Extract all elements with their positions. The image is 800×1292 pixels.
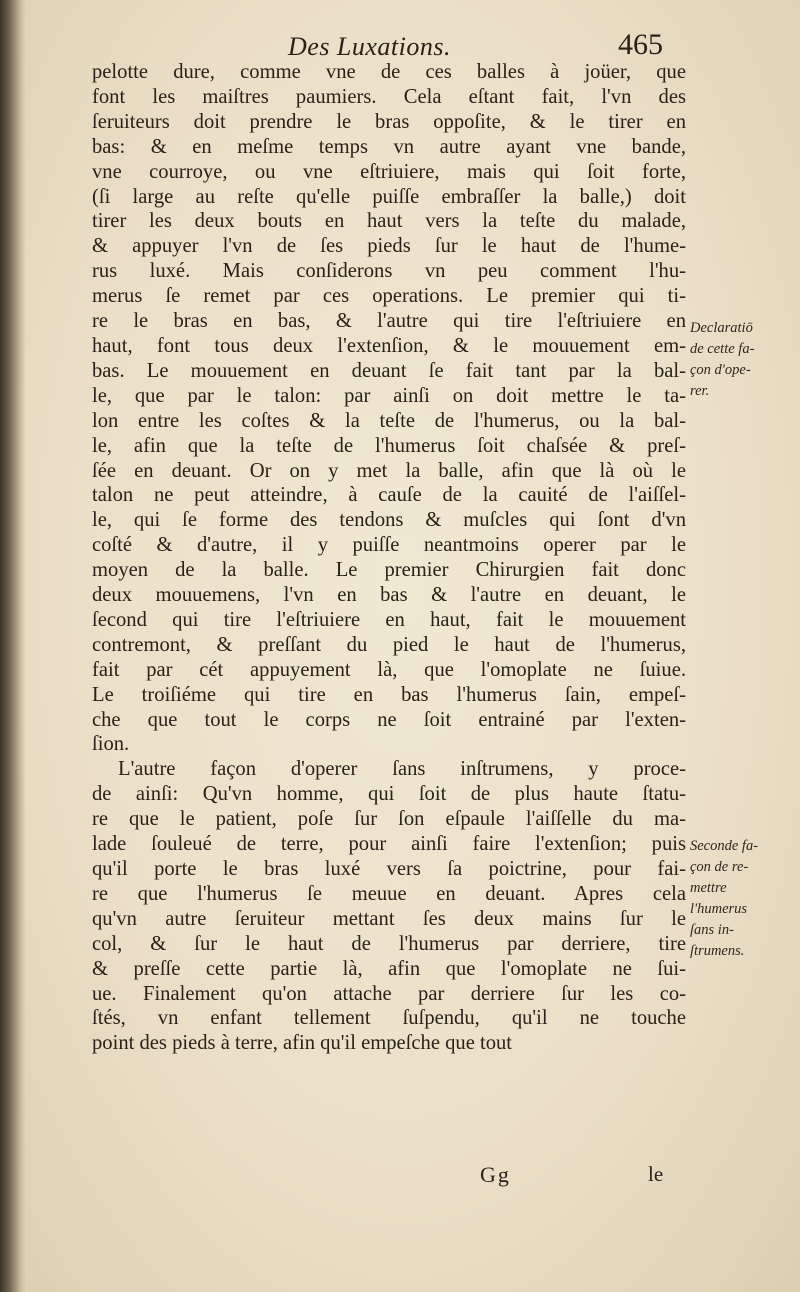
text-line: qu'vn autre ſeruiteur mettant ſes deux mains ſur le [92,907,686,930]
text-line: talon ne peut atteindre, à cauſe de la cauité de l'aiſſel- [92,484,686,507]
page-binding-shadow [0,0,26,1292]
text-line: tirer les deux bouts en haut vers la teſte du malade, [92,210,686,233]
paragraph [92,60,686,757]
text-line: de ainſi: Qu'vn homme, qui ſoit de plus haute ſtatu- [92,783,686,806]
margin-note-line: Seconde fa- [690,838,759,854]
text-line: fait par cét appuyement là, que l'omoplate ne ſuiue. [92,658,686,681]
text-line: font les maiſtres paumiers. Cela eſtant fait, l'vn des [92,85,686,108]
text-line: ſion. [92,733,130,756]
text-line: ſée en deuant. Or on y met la balle, afin que là où le [92,459,686,482]
text-line: bas. Le mouuement en deuant ſe fait tant par la bal- [92,359,686,382]
margin-note-line: l'humerus [690,901,748,917]
text-line: qu'il porte le bras luxé vers ſa poictrine, pour fai- [92,858,686,880]
text-line: moyen de la balle. Le premier Chirurgien fait donc [92,559,686,582]
text-line: & appuyer l'vn de ſes pieds ſur le haut de l'hume- [92,235,686,258]
text-line: Le troiſiéme qui tire en bas l'humerus ſain, empeſ- [92,683,686,706]
margin-note-line: ſans in- [690,922,734,938]
signature-mark: Gg [480,1162,511,1187]
text-line: deux mouuemens, l'vn en bas & l'autre en deuant, le [92,584,686,607]
margin-note-line: ſtrumens. [690,943,745,959]
text-line: le, qui ſe forme des tendons & muſcles qui ſont d'vn [92,509,686,532]
text-line: ue. Finalement qu'on attache par derriere ſur les co- [92,982,686,1005]
text-line: le, que par le talon: par ainſi on doit mettre le ta- [92,384,686,407]
text-line: le, afin que la teſte de l'humerus ſoit chaſsée & preſ- [92,434,686,457]
text-line: ſecond qui tire l'eſtriuiere en haut, fait le mouuement [92,608,686,631]
margin-note-line: Declaratiō [690,320,753,336]
body-text [92,60,686,1056]
text-line: lon entre les coſtes & la teſte de l'humerus, ou la bal- [92,409,686,432]
text-line: col, & ſur le haut de l'humerus par derriere, tire [92,932,686,955]
text-line: merus ſe remet par ces operations. Le premier qui ti- [92,285,686,308]
catchword: le [648,1162,664,1186]
text-line: (ſi large au reſte qu'elle puiſſe embraſſer la balle,) doit [92,185,686,208]
text-line: re que le patient, poſe ſur ſon eſpaule l'aiſſelle du ma- [92,808,686,831]
text-line: ſtés, vn enfant tellement ſuſpendu, qu'il ne touche [92,1007,686,1030]
text-line: re que l'humerus ſe meuue en deuant. Apres cela [92,882,686,905]
margin-note-line: de cette fa- [690,341,755,357]
margin-note-line: mettre [690,880,727,896]
text-line: pelotte dure, comme vne de ces balles à joüer, que [92,61,686,83]
text-line: point des pieds à terre, afin qu'il empeſche que tout [92,1032,513,1055]
text-line: ſeruiteurs doit prendre le bras oppoſite, & le tirer en [92,110,686,133]
text-line: vne courroye, ou vne eſtriuiere, mais qui ſoit forte, [92,160,686,183]
margin-note-line: çon d'ope- [690,362,751,378]
paragraph [92,757,686,1056]
text-line: & preſſe cette partie là, afin que l'omoplate ne ſui- [92,957,686,980]
text-line: rus luxé. Mais conſiderons vn peu comment l'hu- [92,260,686,283]
text-line: re le bras en bas, & l'autre qui tire l'eſtriuiere en [92,310,686,333]
running-title: Des Luxations. [288,32,451,61]
margin-note-declaration [690,318,796,402]
text-line: coſté & d'autre, il y puiſſe neantmoins operer par le [92,534,686,557]
text-line: haut, font tous deux l'extenſion, & le mouuement em- [92,334,686,357]
text-line: L'autre façon d'operer ſans inſtrumens, y proce- [118,758,686,781]
margin-note-line: çon de re- [690,859,749,875]
text-line: bas: & en meſme temps vn autre ayant vne bande, [92,135,686,158]
text-line: che que tout le corps ne ſoit entrainé par l'exten- [92,708,686,731]
margin-note-line: rer. [690,383,710,399]
page-number: 465 [618,28,663,61]
margin-note-second-method [690,836,796,962]
text-line: contremont, & preſſant du pied le haut de l'humerus, [92,633,686,656]
text-line: lade ſouleué de terre, pour ainſi faire l'extenſion; puis [92,833,686,856]
